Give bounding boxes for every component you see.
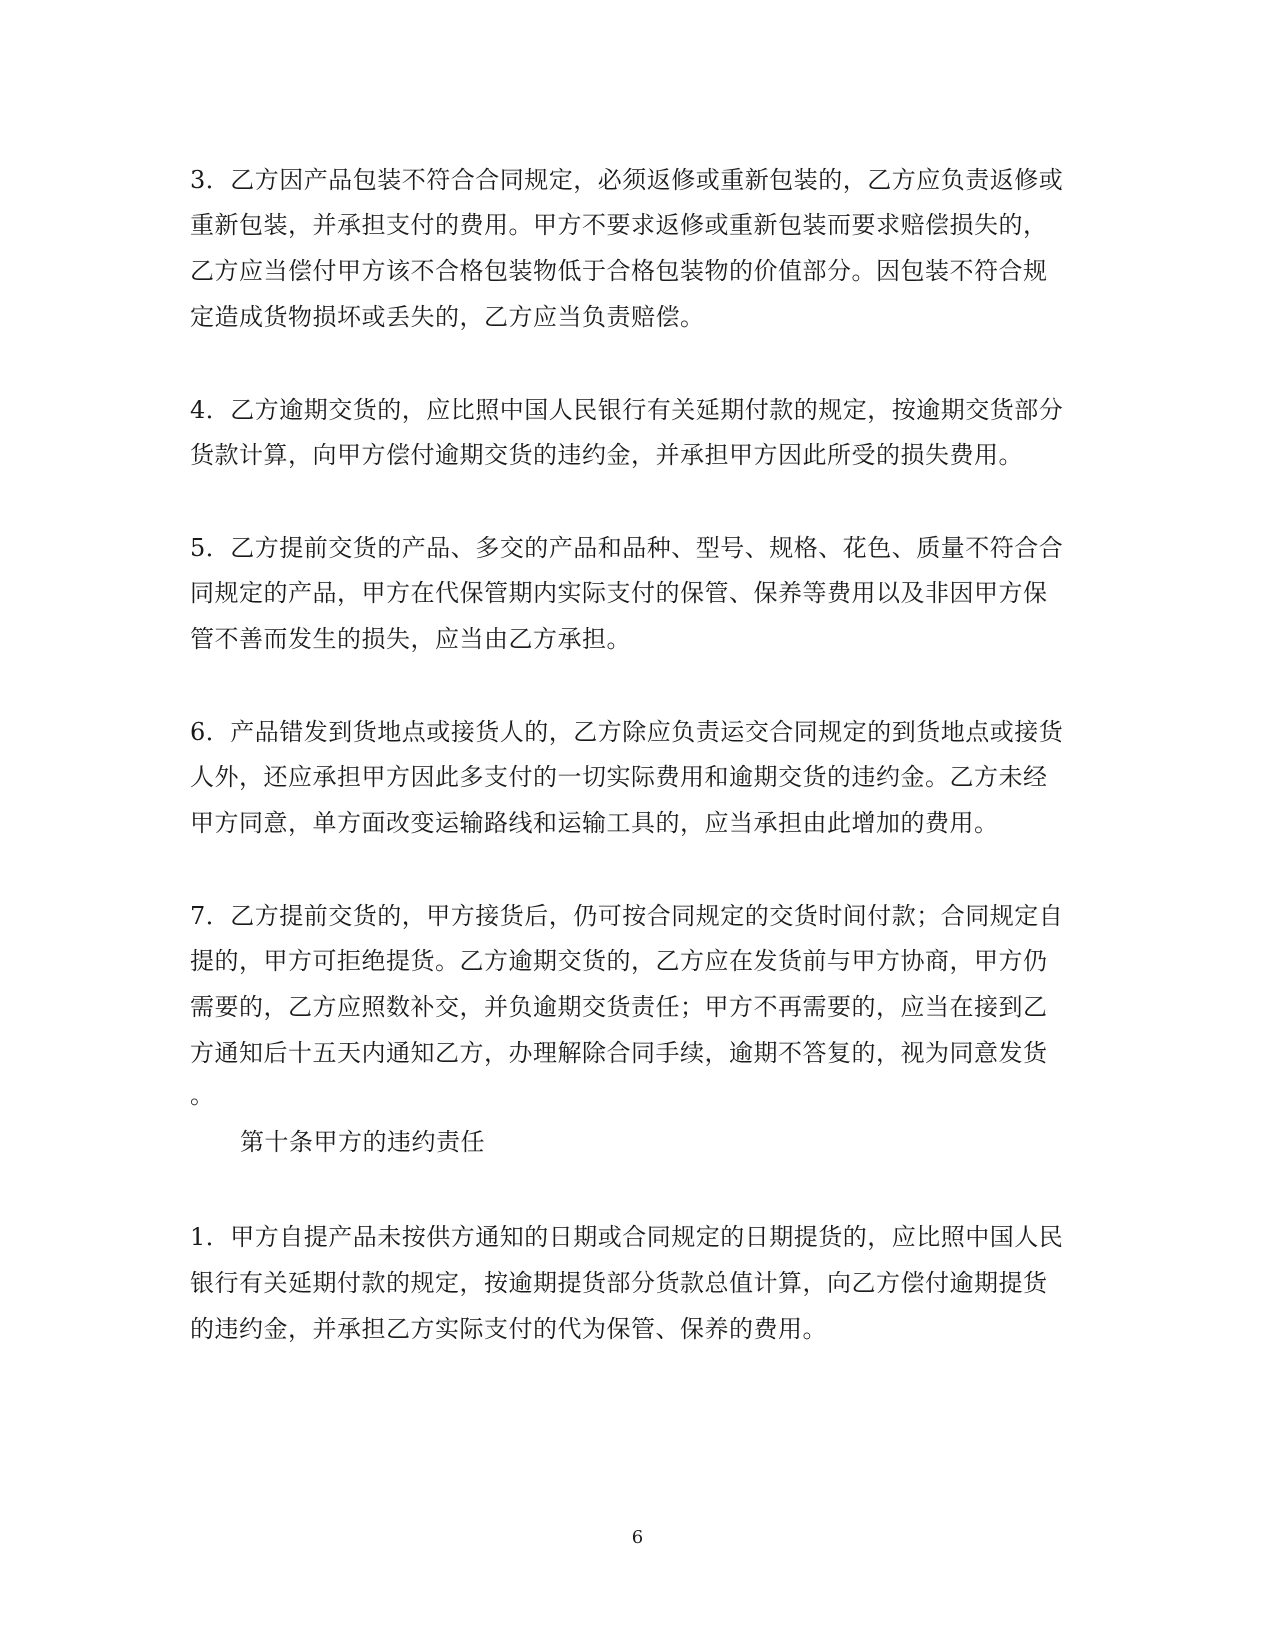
text-line: 4．乙方逾期交货的，应比照中国人民银行有关延期付款的规定，按逾期交货部分 [190, 396, 1064, 424]
text-line: 银行有关延期付款的规定，按逾期提货部分货款总值计算，向乙方偿付逾期提货 [190, 1269, 1048, 1297]
text-line: 货款计算，向甲方偿付逾期交货的违约金，并承担甲方因此所受的损失费用。 [190, 441, 1023, 469]
text-line: 同规定的产品，甲方在代保管期内实际支付的保管、保养等费用以及非因甲方保 [190, 579, 1048, 607]
text-line: 提的，甲方可拒绝提货。乙方逾期交货的，乙方应在发货前与甲方协商，甲方仍 [190, 947, 1048, 975]
section-heading: 第十条甲方的违约责任 [240, 1128, 485, 1156]
text-line: 方通知后十五天内通知乙方，办理解除合同手续，逾期不答复的，视为同意发货 [190, 1039, 1048, 1067]
text-line: 甲方同意，单方面改变运输路线和运输工具的，应当承担由此增加的费用。 [190, 809, 999, 837]
text-line: 1．甲方自提产品未按供方通知的日期或合同规定的日期提货的，应比照中国人民 [190, 1223, 1064, 1251]
text-line: 。 [190, 1081, 215, 1109]
text-line: 重新包装，并承担支付的费用。甲方不要求返修或重新包装而要求赔偿损失的， [190, 211, 1048, 239]
text-line: 人外，还应承担甲方因此多支付的一切实际费用和逾期交货的违约金。乙方未经 [190, 763, 1048, 791]
text-line: 3．乙方因产品包装不符合合同规定，必须返修或重新包装的，乙方应负责返修或 [190, 166, 1064, 194]
text-line: 6．产品错发到货地点或接货人的，乙方除应负责运交合同规定的到货地点或接货 [190, 718, 1064, 746]
text-line: 乙方应当偿付甲方该不合格包装物低于合格包装物的价值部分。因包装不符合规 [190, 257, 1048, 285]
text-line: 的违约金，并承担乙方实际支付的代为保管、保养的费用。 [190, 1315, 827, 1343]
text-line: 需要的，乙方应照数补交，并负逾期交货责任；甲方不再需要的，应当在接到乙 [190, 993, 1048, 1021]
text-line: 5．乙方提前交货的产品、多交的产品和品种、型号、规格、花色、质量不符合合 [190, 534, 1064, 562]
page-number: 6 [631, 1527, 644, 1548]
text-line: 7．乙方提前交货的，甲方接货后，仍可按合同规定的交货时间付款；合同规定自 [190, 902, 1064, 930]
text-line: 管不善而发生的损失，应当由乙方承担。 [190, 625, 631, 653]
text-line: 定造成货物损坏或丢失的，乙方应当负责赔偿。 [190, 303, 705, 331]
